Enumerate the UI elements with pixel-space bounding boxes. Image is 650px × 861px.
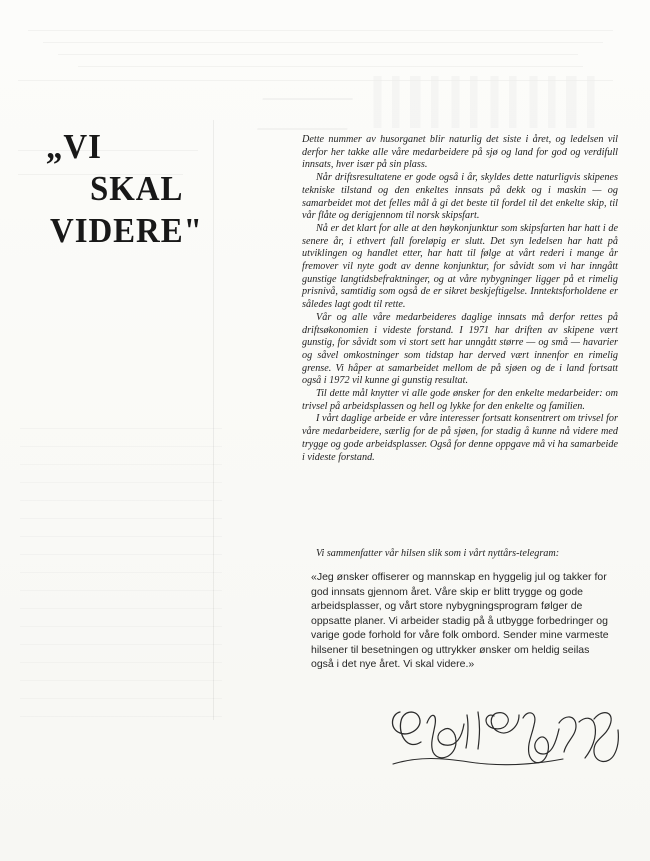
summary-line xyxy=(302,548,618,561)
handwritten-signature xyxy=(383,694,623,784)
article-title xyxy=(46,126,226,252)
body-paragraph: I vårt daglige arbeide er våre interesser fortsatt konsentrert om trivsel for våre medarbeidere, særlig for de på sjøen, for stadig å kunne nå videre med trygge og gode arbeidsplasser. Også for denne oppgave må vi ha samarbeide i videste forstand. xyxy=(302,413,618,463)
body-paragraph: Vår og alle våre medarbeideres daglige innsats må derfor rettes på driftsøkonomien i videste forstand. I 1971 har driften av skipene vært gunstig, for såvidt som vi stort sett har unngått større — og små — havarier og såvel omkostninger som tidstap har derved vært innenfor en rimelig grense. Vi håper at samarbeidet mellom de på sjøen og de i land fortsatt også i 1972 vil kunne gi gunstig resultat. xyxy=(302,311,618,387)
summary-lead: Vi sammenfatter vår hilsen slik som i vårt nyttårs-telegram: xyxy=(316,548,560,559)
bleed-line xyxy=(43,42,603,43)
title-line-3: VIDERE" xyxy=(50,211,203,250)
bleed-line xyxy=(58,54,578,55)
bleed-heading-shape xyxy=(358,76,618,128)
body-paragraph: Dette nummer av husorganet blir naturlig det siste i året, og ledelsen vil derfor her takke alle våre medarbeidere på sjø og land for god og verdifull innsats, hver især på sin plass. xyxy=(302,134,618,171)
bleed-line xyxy=(18,80,613,81)
telegram-quote: «Jeg ønsker offiserer og mannskap en hyggelig jul og takker for god innsats gjennom året. Våre skip er blitt trygge og gode arbeidsplasser, og vårt store nybygningsprogram følger de oppsatte planer. Vi arbeider stadig på å utbygge forbedringer og varige gode forhold for våre folk ombord. Sender mine varmeste hilsener til besetningen og uttrykker ønsker om heldig seilas også i det nye året. Vi skal videre.» xyxy=(311,571,609,670)
title-line-2: SKAL xyxy=(90,169,184,208)
body-paragraph: Nå er det klart for alle at den høykonjunktur som skipsfarten har hatt i de senere år, i ethvert fall foreløpig er slutt. Det syn ledelsen har hatt på utviklingen og handlet etter, har hatt til følge at vårt rederi i mange år fremover vil nyte godt av denne konjunktur, for såvidt som vi har inngått gunstige langtidsbefraktninger, og at våre nybygninger ligger på et rimelig prisnivå, samtidig som også de er sikret beskjeftigelse. Inntektsforholdene er således lagt godt til rette. xyxy=(302,222,618,311)
bleed-title-shape xyxy=(257,98,353,130)
left-show-through-text xyxy=(20,420,222,720)
body-paragraph: Til dette mål knytter vi alle gode ønsker for den enkelte medarbeider: om trivsel på arbeidsplassen og hell og lykke for den enkelte og familien. xyxy=(302,388,618,412)
title-line-1: „VI xyxy=(46,127,102,166)
bleed-line xyxy=(28,30,613,31)
body-copy xyxy=(302,134,618,464)
signature-image xyxy=(383,694,623,784)
bleed-line xyxy=(78,66,583,67)
body-paragraph: Når driftsresultatene er gode også i år, skyldes dette naturligvis skipenes tekniske tilstand og den enkeltes innsats på dekk og i maskin — og samarbeidet mot det felles mål å gi det beste til fordel til det enkelte skip, til vår flåte og derigjennom til norsk skipsfart. xyxy=(302,172,618,222)
